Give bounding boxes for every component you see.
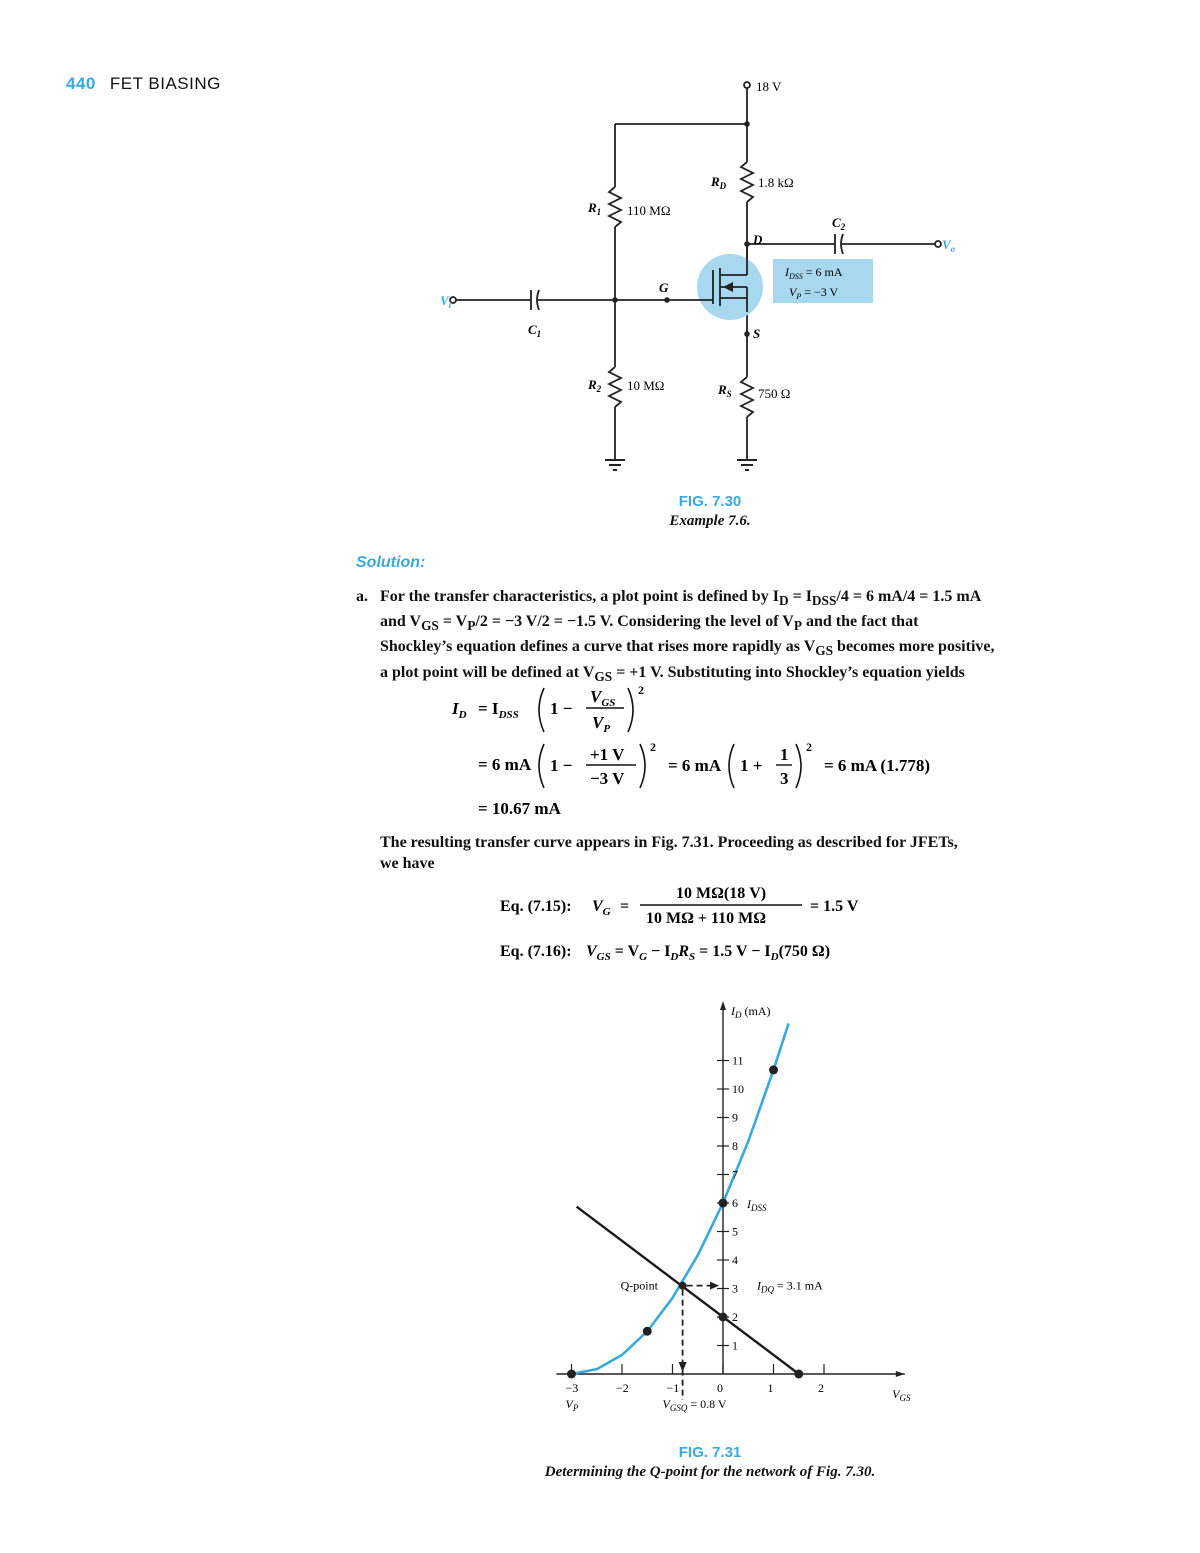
svg-text:+1 V: +1 V [590, 745, 625, 764]
y-tick-label: 3 [732, 1281, 738, 1296]
fig730-caption: FIG. 7.30 [678, 493, 742, 510]
spec-vp: $V_P = -3$ V [789, 285, 839, 301]
svg-text:C1: $C_1$ [528, 322, 542, 339]
fig730-subtitle: Example 7.6. [669, 513, 751, 529]
svg-text:VG: $V_G$ [592, 898, 611, 918]
svg-text:= IDSS: = $I_{DSS}$ [478, 699, 519, 721]
part-a-marker: a. [356, 588, 368, 605]
svg-text:RS: $R_S$ [718, 382, 732, 399]
page-number: 440 [66, 74, 96, 93]
chart-points [567, 1065, 803, 1378]
supply-label: 18 V [756, 79, 782, 94]
paragraph-2: The resulting transfer curve appears in Fig. 7.31. Proceeding as described for JFETs, we have [380, 834, 958, 872]
rd-resistor [741, 162, 753, 202]
svg-text:=: = [620, 898, 630, 915]
rd-value: 1.8 kΩ [758, 175, 794, 190]
r1-value: 110 MΩ [627, 203, 671, 218]
svg-text:C2: $C_2$ [832, 215, 846, 232]
fig731-subtitle: Determining the Q-point for the network of Fig. 7.30. [544, 1464, 876, 1480]
svg-text:Vi: $V_i$ [440, 293, 452, 310]
node-s-label: S [753, 326, 761, 341]
r2-resistor [609, 367, 621, 407]
y-tick-label: 2 [732, 1310, 738, 1324]
shockley-equation [440, 678, 1020, 818]
transfer-curve [572, 1023, 789, 1374]
svg-text:1 −: 1 − [550, 699, 573, 718]
y-tick-label: 7 [732, 1167, 738, 1182]
y-tick-label: 4 [732, 1253, 738, 1267]
x-tick-label: −2 [616, 1381, 629, 1395]
svg-text:VGS: $V_{GS}$ [590, 687, 616, 709]
y-axis-arrow [720, 1001, 726, 1010]
y-tick-label: 1 [732, 1338, 738, 1353]
vp-label: $V_P$ [565, 1397, 579, 1413]
part-a-paragraph: For the transfer characteristics, a plot point is defined by $I_D = I_{DSS}/4 = 6$ mA/4 = 1.5 mA and $V_{GS} = V_P/2 = -3$ V/2 = −1.5 V. Considering the level of $V_P$ and the fact that Shockley’s equation defines a curve that rises more rapidly as $V_{GS}$ becomes more positive, a plot point will be defined at $V_{GS} = +1$ V. Substituting into Shockley’s equation yields [380, 588, 995, 684]
vgsq-label: $V_{GSQ} = 0.8$ V [662, 1397, 727, 1413]
svg-text:Eq. (7.15):: Eq. (7.15): [500, 898, 572, 915]
svg-text:10 MΩ + 110 MΩ: 10 MΩ + 110 MΩ [646, 910, 767, 927]
equation-7-15 [500, 876, 940, 986]
svg-text:10 MΩ(18 V): 10 MΩ(18 V) [676, 885, 767, 902]
x-tick-label: −3 [565, 1381, 579, 1395]
svg-text:2: 2 [806, 740, 812, 754]
y-tick-label: 6 [732, 1196, 738, 1210]
x-tick-label: 0 [717, 1381, 723, 1395]
idss-label: $I_{DSS}$ [747, 1197, 767, 1213]
ground-symbols [605, 460, 757, 470]
svg-text:VP: $V_P$ [592, 713, 611, 735]
vgsq-arrow [679, 1362, 687, 1372]
plot-point [719, 1313, 728, 1322]
svg-text:= 6 mA (1.778): = 6 mA (1.778) [824, 756, 931, 775]
vo-terminal [935, 241, 941, 247]
svg-text:−3 V: −3 V [590, 769, 625, 788]
svg-text:1 +: 1 + [740, 756, 763, 775]
r2-value: 10 MΩ [627, 378, 665, 393]
svg-text:1: 1 [780, 745, 789, 764]
x-tick-label: 1 [767, 1381, 774, 1395]
svg-text:2: 2 [650, 740, 656, 754]
svg-text:ID: $I_D$ [452, 699, 467, 721]
x-tick-label: −1 [666, 1381, 680, 1395]
idq-label: $I_{DQ} = 3.1$ mA [757, 1278, 823, 1295]
node-d-label: D [753, 232, 763, 247]
circuit-schematic [440, 72, 980, 482]
svg-text:Vo: $V_o$ [942, 237, 956, 254]
chart-axes [556, 1001, 904, 1377]
x-axis-arrow [896, 1371, 905, 1377]
y-tick-label: 9 [732, 1110, 738, 1125]
x-axis-label: $V_{GS}$ [892, 1387, 911, 1403]
running-title: FET BIASING [109, 74, 221, 93]
eq716-label: Eq. (7.16): [500, 943, 572, 960]
svg-text:= 6 mA: = 6 mA [668, 756, 722, 775]
spec-idss: $I_{DSS} = 6$ mA [785, 265, 843, 281]
supply-terminal [744, 82, 750, 88]
plot-point [794, 1370, 803, 1379]
rs-resistor [741, 377, 753, 417]
y-tick-label: 11 [732, 1053, 744, 1068]
r1-resistor [609, 187, 621, 227]
plot-point [567, 1370, 576, 1379]
svg-text:1 −: 1 − [550, 756, 573, 775]
svg-text:2: 2 [638, 683, 644, 697]
svg-text:= 1.5 V: = 1.5 V [810, 898, 859, 915]
svg-text:VGS = VG − IDRS = 1.5 V − ID(7: $V_{GS} = V_G - I_DR_S = 1.5$ $V - I_D(750$ Ω) [586, 943, 831, 963]
node-g-label: G [659, 280, 669, 295]
y-tick-label: 8 [732, 1139, 738, 1153]
svg-text:R2: $R_2$ [588, 377, 602, 394]
y-tick-label: 5 [732, 1224, 738, 1239]
chart-labels [566, 1004, 912, 1413]
svg-text:= 6 mA: = 6 mA [478, 755, 532, 774]
plot-point [719, 1199, 728, 1208]
transfer-curve-chart [480, 995, 950, 1435]
svg-text:3: 3 [780, 769, 789, 788]
plot-point [769, 1065, 778, 1074]
svg-text:R1: $R_1$ [588, 200, 602, 217]
plot-point [679, 1282, 687, 1290]
qpoint-label: Q-point [620, 1278, 658, 1293]
y-axis-label: $I_D$ (mA) [731, 1004, 771, 1020]
solution-label: Solution: [356, 554, 426, 571]
page-header [66, 74, 221, 94]
fig731-caption: FIG. 7.31 [678, 1444, 742, 1461]
x-tick-label: 2 [818, 1381, 824, 1395]
y-tick-label: 10 [732, 1082, 744, 1096]
plot-point [643, 1327, 652, 1336]
svg-text:RD: $R_D$ [711, 174, 727, 191]
svg-text:= 10.67 mA: = 10.67 mA [478, 799, 561, 818]
rs-value: 750 Ω [758, 386, 791, 401]
